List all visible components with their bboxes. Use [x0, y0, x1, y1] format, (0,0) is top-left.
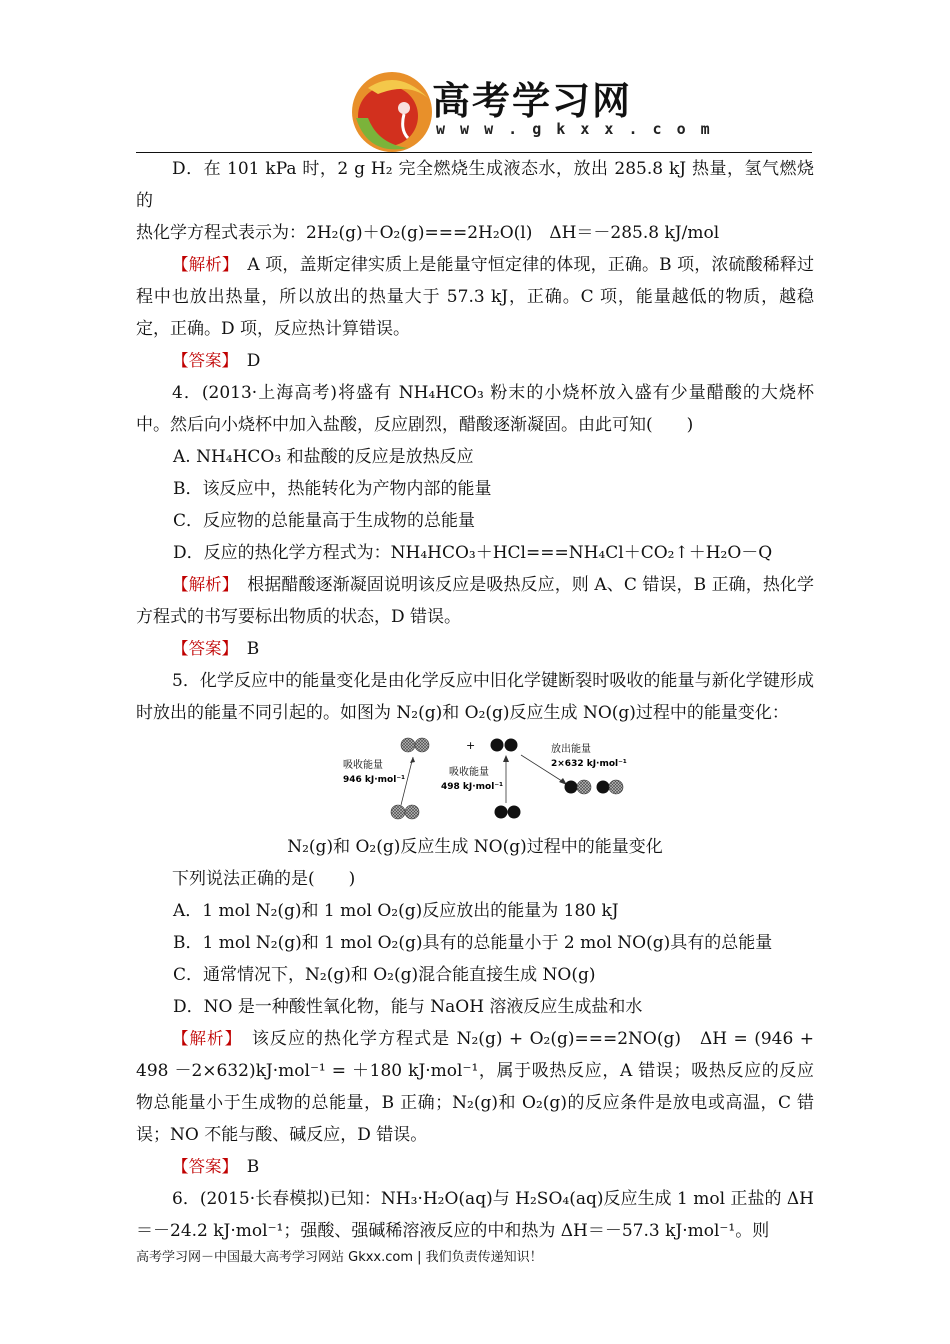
q5-answer-value: B: [246, 1157, 260, 1177]
figure-caption: N₂(g)和 O₂(g)反应生成 NO(g)过程中的能量变化: [287, 837, 663, 857]
q5-answer: [136, 1151, 814, 1183]
fig-label-release: 放出能量: [551, 744, 591, 755]
fig-plus: +: [466, 739, 476, 752]
q4-analysis-text: 根据醋酸逐渐凝固说明该反应是吸热反应，则 A、C 错误，B 正确，热化学方程式的书写要标出物质的状态，D 错误。: [136, 575, 814, 627]
answer-tag: 【答案】: [172, 351, 230, 370]
oxygen-atom-icon: [491, 739, 504, 752]
q4-option-a: A. NH₄HCO₃ 和盐酸的反应是放热反应: [173, 447, 474, 467]
energy-diagram-svg: [341, 735, 641, 825]
nitrogen-atom-icon: [577, 780, 591, 794]
q4-option-c: C．反应物的总能量高于生成物的总能量: [173, 511, 476, 531]
fig-value-release: 2×632 kJ·mol⁻¹: [551, 759, 627, 769]
nitrogen-atom-icon: [415, 738, 429, 752]
oxygen-atom-icon: [505, 739, 518, 752]
q5-option-d: D．NO 是一种酸性氧化物，能与 NaOH 溶液反应生成盐和水: [173, 997, 643, 1017]
oxygen-atom-icon: [597, 781, 610, 794]
q4-answer: [136, 633, 814, 665]
q3-analysis-text: A 项，盖斯定律实质上是能量守恒定律的体现，正确。B 项，浓硫酸稀释过程中也放出热量，所以放出的热量大于 57.3 kJ，正确。C 项，能量越低的物质，越稳定，正确。D 项，反应热计算错误。: [136, 255, 815, 339]
q6-stem: 6．(2015·长春模拟)已知：NH₃·H₂O(aq)与 H₂SO₄(aq)反应生成 1 mol 正盐的 ΔH ＝－24.2 kJ·mol⁻¹；强酸、强碱稀溶液反应的中和热为 ΔH＝－57.3 kJ·mol⁻¹。则: [136, 1189, 814, 1241]
oxygen-atom-icon: [495, 806, 508, 819]
analysis-tag: 【解析】: [172, 255, 231, 274]
q3-analysis: [136, 249, 814, 345]
q3-answer: [136, 345, 814, 377]
arrow-head-icon: [503, 755, 509, 762]
q4-stem: 4．(2013·上海高考)将盛有 NH₄HCO₃ 粉末的小烧杯放入盛有少量醋酸的大烧杯中。然后向小烧杯中加入盐酸，反应剧烈，醋酸逐渐凝固。由此可知( ): [136, 383, 814, 435]
answer-tag: 【答案】: [172, 639, 230, 658]
nitrogen-atom-icon: [391, 805, 405, 819]
logo-title: 高考学习网: [432, 79, 633, 123]
q3-answer-value: D: [246, 351, 261, 371]
q3-option-d-line1: D．在 101 kPa 时，2 g H₂ 完全燃烧生成液态水，放出 285.8 kJ 热量，氢气燃烧的: [136, 159, 814, 211]
q3-option-d-line2: 热化学方程式表示为：2H₂(g)＋O₂(g)===2H₂O(l) ΔH＝－285.8 kJ/mol: [136, 223, 720, 243]
q4-answer-value: B: [246, 639, 260, 659]
energy-diagram: [136, 735, 814, 831]
logo-url: w w w . g k x x . c o m: [436, 120, 713, 138]
analysis-tag: 【解析】: [172, 575, 231, 594]
page-content: [136, 153, 814, 1247]
oxygen-atom-icon: [565, 781, 578, 794]
q5-analysis: [136, 1023, 814, 1151]
logo-swirl-icon: [348, 68, 438, 156]
nitrogen-atom-icon: [405, 805, 419, 819]
q4-option-b: B．该反应中，热能转化为产物内部的能量: [173, 479, 492, 499]
nitrogen-atom-icon: [609, 780, 623, 794]
page-footer: 高考学习网－中国最大高考学习网站 Gkxx.com | 我们负责传递知识！: [136, 1250, 543, 1265]
fig-label-absorb-n2: 吸收能量: [343, 760, 383, 771]
oxygen-atom-icon: [508, 806, 521, 819]
q5-option-c: C．通常情况下，N₂(g)和 O₂(g)混合能直接生成 NO(g): [173, 965, 596, 985]
fig-label-absorb-o2: 吸收能量: [449, 767, 489, 778]
fig-value-o2: 498 kJ·mol⁻¹: [441, 782, 504, 792]
q4-analysis: [136, 569, 814, 633]
q5-intro: 下列说法正确的是( ): [172, 869, 356, 889]
nitrogen-atom-icon: [401, 738, 415, 752]
q4-option-d: D．反应的热化学方程式为：NH₄HCO₃＋HCl===NH₄Cl＋CO₂↑＋H₂O－Q: [173, 543, 773, 563]
answer-tag: 【答案】: [172, 1157, 230, 1176]
q5-option-b: B．1 mol N₂(g)和 1 mol O₂(g)具有的总能量小于 2 mol NO(g)具有的总能量: [173, 933, 773, 953]
q5-analysis-text: 该反应的热化学方程式是 N₂(g) + O₂(g)===2NO(g) ΔH = (946 + 498 －2×632)kJ·mol⁻¹ = ＋180 kJ·mol⁻¹，属于吸热反应，A 错误；吸热反应的反应物总能量小于生成物的总能量，B 正确；N₂(g)和 O₂(g)的反应条件是放电或高温，C 错误；NO 不能与酸、碱反应，D 错误。: [136, 1029, 814, 1145]
analysis-tag: 【解析】: [172, 1029, 234, 1048]
q5-option-a: A．1 mol N₂(g)和 1 mol O₂(g)反应放出的能量为 180 kJ: [173, 901, 619, 921]
fig-value-n2: 946 kJ·mol⁻¹: [343, 775, 406, 785]
q5-stem: 5．化学反应中的能量变化是由化学反应中旧化学键断裂时吸收的能量与新化学键形成时放出的能量不同引起的。如图为 N₂(g)和 O₂(g)反应生成 NO(g)过程中的能量变化：: [136, 671, 814, 723]
